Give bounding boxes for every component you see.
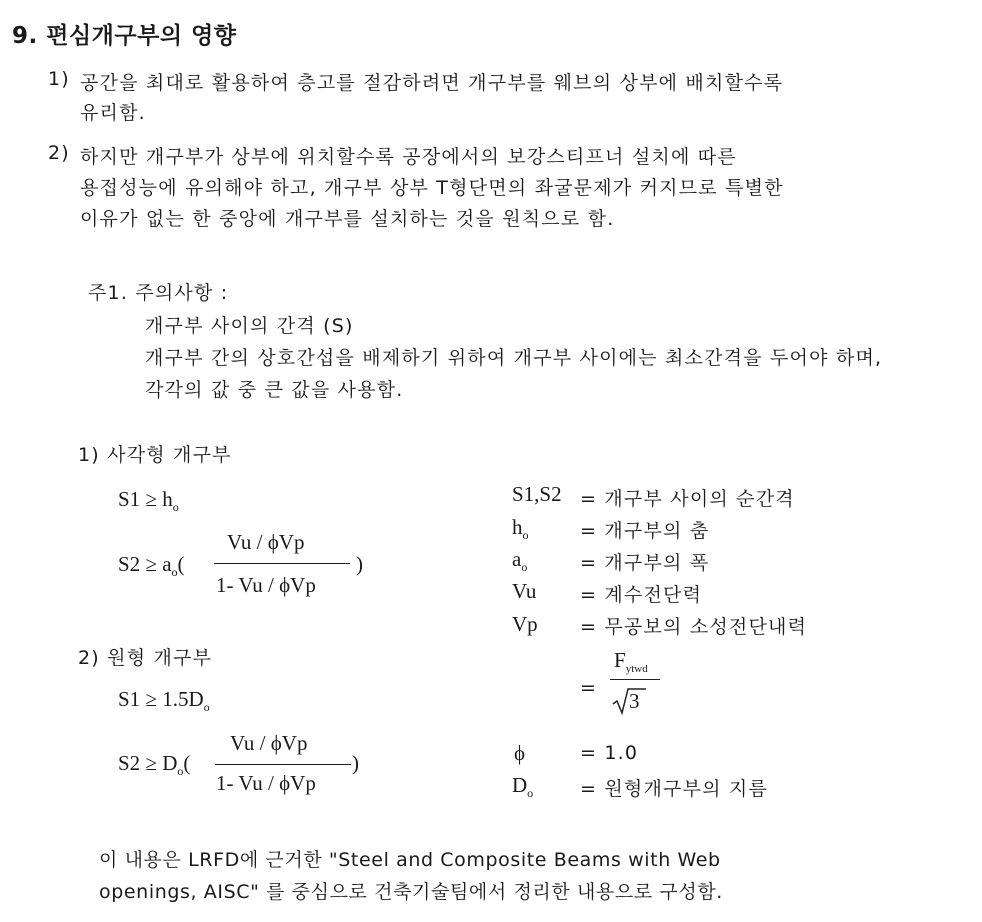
rect-s2-open-paren: ( (177, 552, 185, 576)
rect-s2-numerator: Vu / ϕVp (227, 530, 305, 554)
rect-s2-denominator: 1- Vu / ϕVp (216, 573, 316, 597)
footer-line-2: openings, AISC" 를 중심으로 건축기술팀에서 정리한 내용으로 구성함. (99, 881, 723, 903)
circ-opening-heading: 2) 원형 개구부 (78, 647, 213, 669)
def-vu-symbol: Vu (512, 579, 537, 603)
def-s1s2-symbol: S1,S2 (512, 482, 562, 506)
rect-s1-subscript: o (172, 500, 179, 514)
note-heading: 주1. 주의사항 : (88, 282, 229, 304)
def-vp-fraction-bar (610, 679, 660, 680)
item-1-number: 1) (48, 68, 70, 90)
rect-opening-heading: 1) 사각형 개구부 (78, 444, 232, 466)
def-do-symbol-group (512, 773, 533, 798)
def-vp-text: = 무공보의 소성전단내력 (580, 616, 808, 638)
def-do-symbol: D (512, 773, 528, 797)
def-ao-subscript: o (521, 560, 528, 574)
def-s1s2-text: = 개구부 사이의 순간격 (580, 488, 795, 510)
section-title: 9. 편심개구부의 영향 (12, 23, 237, 49)
def-do-text: = 원형개구부의 지름 (580, 778, 769, 800)
def-ho-symbol: h (512, 515, 523, 539)
def-ao-text: = 개구부의 폭 (580, 552, 710, 574)
circ-s1-subscript: o (203, 700, 210, 714)
item-2-line-1: 하지만 개구부가 상부에 위치할수록 공장에서의 보강스티프너 설치에 따른 (80, 146, 737, 168)
circ-s2-denominator: 1- Vu / ϕVp (216, 771, 316, 795)
def-vp-symbol: Vp (512, 612, 538, 636)
rect-s2-lhs: S2 ≥ a (118, 552, 172, 576)
def-ao-symbol-group (512, 547, 527, 572)
item-2-number: 2) (48, 142, 70, 164)
note-line-2: 개구부 간의 상호간섭을 배제하기 위하여 개구부 사이에는 최소간격을 두어야 하며, (145, 347, 883, 369)
note-line-1: 개구부 사이의 간격 (S) (145, 315, 354, 337)
circ-s2-numerator: Vu / ϕVp (230, 731, 308, 755)
def-vp-numerator-subscript: ytwd (625, 663, 648, 675)
def-phi-symbol: ϕ (514, 741, 526, 765)
rect-s1-lhs: S1 ≥ h (118, 487, 173, 511)
def-ho-subscript: o (522, 528, 529, 542)
item-2-line-2: 용접성능에 유의해야 하고, 개구부 상부 T형단면의 좌굴문제가 커지므로 특별한 (80, 177, 784, 199)
rect-s1-formula (118, 487, 179, 512)
item-1-line-2: 유리함. (80, 102, 146, 124)
circ-s2-lhs-group (118, 751, 190, 776)
def-vp-denominator: 3 (629, 689, 640, 713)
def-do-subscript: o (527, 786, 534, 800)
circ-s2-open-paren: ( (183, 751, 191, 775)
note-line-3: 각각의 값 중 큰 값을 사용함. (145, 379, 404, 401)
def-phi-text: = 1.0 (580, 742, 639, 764)
def-vp-numerator (614, 648, 648, 673)
circ-s2-subscript: o (177, 764, 184, 778)
circ-s2-lhs: S2 ≥ D (118, 751, 178, 775)
rect-s2-close-paren: ) (356, 552, 363, 576)
circ-s1-lhs: S1 ≥ 1.5D (118, 687, 204, 711)
rect-s2-subscript: o (171, 565, 178, 579)
def-vp-equals: = (580, 677, 598, 699)
def-ho-text: = 개구부의 춤 (580, 520, 710, 542)
def-ao-symbol: a (512, 547, 522, 571)
item-1-line-1: 공간을 최대로 활용하여 층고를 절감하려면 개구부를 웨브의 상부에 배치할수록 (80, 72, 784, 94)
circ-s1-formula (118, 687, 210, 712)
rect-s2-fraction-bar (214, 563, 350, 564)
def-vp-numerator-symbol: F (614, 648, 626, 672)
rect-s2-lhs-group (118, 552, 185, 577)
item-2-line-3: 이유가 없는 한 중앙에 개구부를 설치하는 것을 원칙으로 함. (80, 208, 615, 230)
circ-s2-close-paren: ) (352, 751, 359, 775)
def-ho-symbol-group (512, 515, 529, 540)
footer-line-1: 이 내용은 LRFD에 근거한 "Steel and Composite Beams with Web (99, 849, 721, 871)
def-vu-text: = 계수전단력 (580, 584, 703, 606)
circ-s2-fraction-bar (215, 764, 351, 765)
